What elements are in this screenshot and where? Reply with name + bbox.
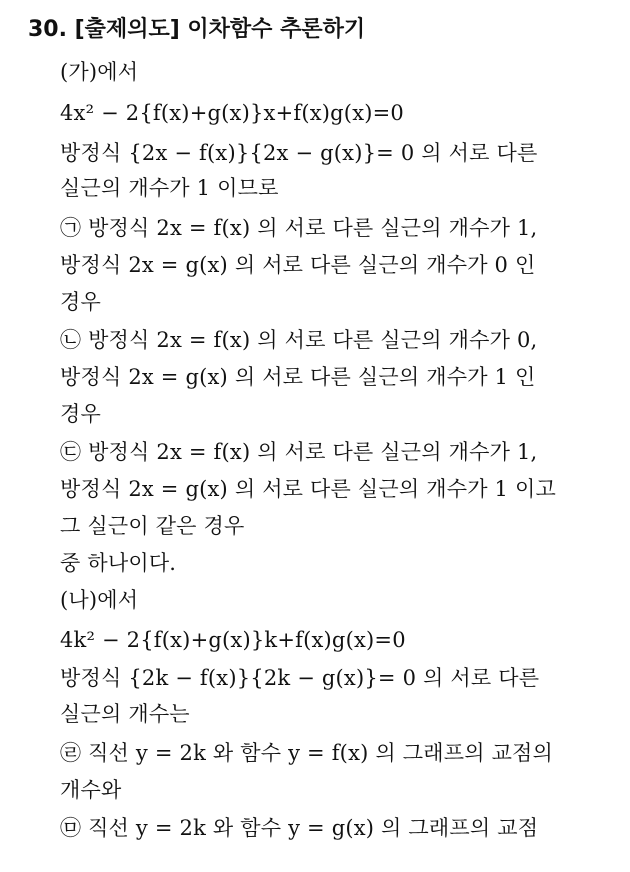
text-line: 실근의 개수는 <box>60 702 190 726</box>
text-line: 실근의 개수가 1 이므로 <box>60 176 279 200</box>
text-line: 방정식 {2x − f(x)}{2x − g(x)}= 0 의 서로 다른 <box>60 141 538 165</box>
problem-title: 30. [출제의도] 이차함수 추론하기 <box>28 17 366 42</box>
text-line: 그 실근이 같은 경우 <box>60 514 245 538</box>
text-line: 경우 <box>60 290 101 314</box>
text-line: (나)에서 <box>60 588 139 612</box>
case-c-line: ㉢ 방정식 2x = f(x) 의 서로 다른 실근의 개수가 1, <box>60 440 538 464</box>
text-line: 개수와 <box>60 778 122 802</box>
equation-line: 4x² − 2{f(x)+g(x)}x+f(x)g(x)=0 <box>60 101 404 125</box>
case-e-line: ㉤ 직선 y = 2k 와 함수 y = g(x) 의 그래프의 교점 <box>60 816 539 840</box>
equation-line: 4k² − 2{f(x)+g(x)}k+f(x)g(x)=0 <box>60 628 406 652</box>
text-line: 방정식 2x = g(x) 의 서로 다른 실근의 개수가 1 이고 <box>60 477 556 501</box>
case-a-line: ㉠ 방정식 2x = f(x) 의 서로 다른 실근의 개수가 1, <box>60 216 538 240</box>
text-line: 중 하나이다. <box>60 551 177 575</box>
text-line: 방정식 2x = g(x) 의 서로 다른 실근의 개수가 0 인 <box>60 253 536 277</box>
case-d-line: ㉣ 직선 y = 2k 와 함수 y = f(x) 의 그래프의 교점의 <box>60 741 554 765</box>
text-line: 경우 <box>60 402 101 426</box>
text-line: 방정식 2x = g(x) 의 서로 다른 실근의 개수가 1 인 <box>60 365 536 389</box>
case-b-line: ㉡ 방정식 2x = f(x) 의 서로 다른 실근의 개수가 0, <box>60 328 538 352</box>
text-line: (가)에서 <box>60 60 139 84</box>
text-line: 방정식 {2k − f(x)}{2k − g(x)}= 0 의 서로 다른 <box>60 666 540 690</box>
